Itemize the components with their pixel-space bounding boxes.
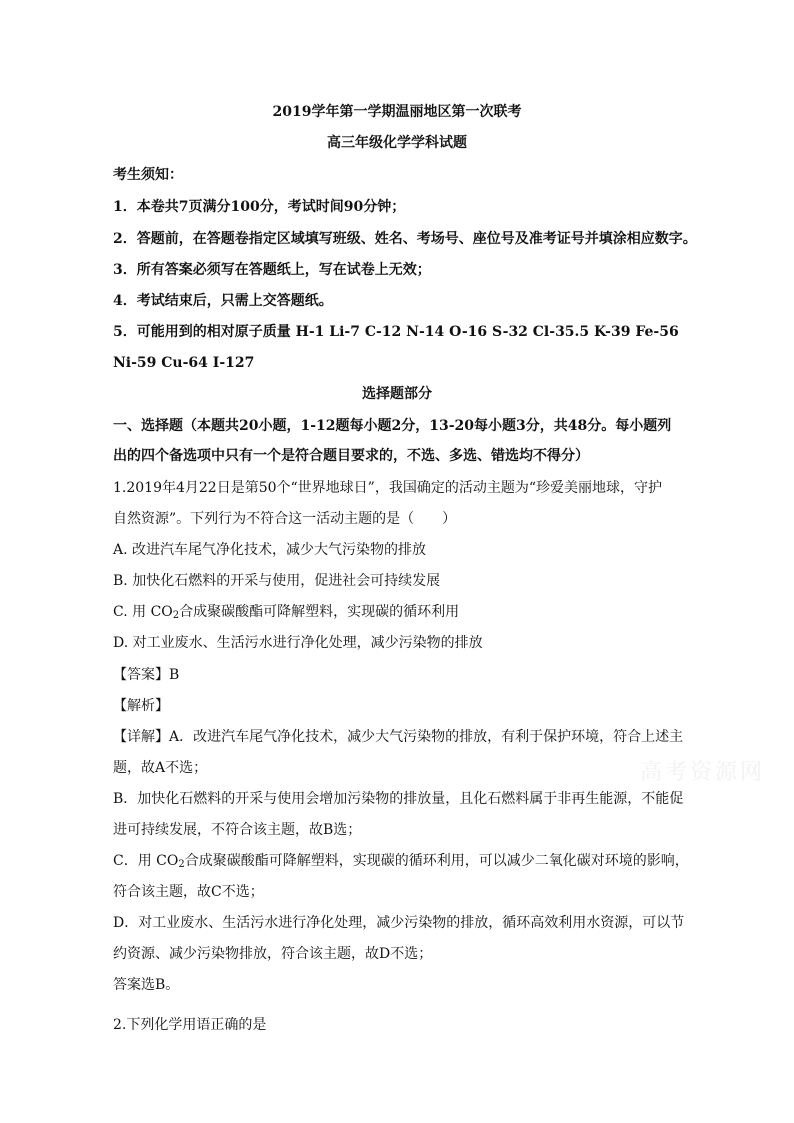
- q1-conclusion: 答案选B。: [113, 977, 180, 993]
- q1-detail-a-line2: 题，故A不选；: [113, 760, 208, 776]
- notice-item-4: 4．考试结束后，只需上交答题纸。: [113, 293, 333, 309]
- q1-detail-c-sub: 2: [178, 859, 185, 870]
- q1-answer: 【答案】B: [113, 667, 180, 683]
- q1-detail-d-line1: D．对工业废水、生活污水进行净化处理，减少污染物的排放，循环高效利用水资源，可以节: [113, 915, 685, 931]
- q1-detail-c-post: 合成聚碳酸酯可降解塑料，实现碳的循环利用，可以减少二氧化碳对环境的影响，: [184, 853, 689, 869]
- q1-stem-line2: 自然资源”。下列行为不符合这一活动主题的是（ ）: [113, 511, 457, 527]
- notice-item-5-cont: Ni-59 Cu-64 I-127: [113, 355, 255, 371]
- notice-item-5: 5．可能用到的相对原子质量 H-1 Li-7 C-12 N-14 O-16 S-32 Cl-35.5 K-39 Fe-56: [113, 324, 679, 340]
- exam-subtitle: 高三年级化学学科试题: [327, 135, 467, 151]
- q1-stem-line1: 1.2019年4月22日是第50个“世界地球日”，我国确定的活动主题为“珍爱美丽地球，守护: [113, 480, 662, 496]
- notice-heading: 考生须知：: [113, 167, 183, 183]
- section-intro-line1: 一、选择题（本题共20小题，1-12题每小题2分，13-20每小题3分，共48分。每小题列: [113, 418, 672, 434]
- notice-item-1: 1．本卷共7页满分100分，考试时间90分钟；: [113, 199, 406, 215]
- q1-option-c-pre: C. 用 CO: [113, 604, 173, 620]
- q1-detail-c-pre: C．用 CO: [113, 853, 179, 869]
- q1-option-b: B. 加快化石燃料的开采与使用，促进社会可持续发展: [113, 573, 441, 589]
- q1-detail-a-line1: 【详解】A．改进汽车尾气净化技术，减少大气污染物的排放，有利于保护环境，符合上述主: [113, 729, 684, 745]
- q1-detail-d-line2: 约资源、减少污染物排放，符合该主题，故D不选；: [113, 946, 433, 962]
- section-intro-line2: 出的四个备选项中只有一个是符合题目要求的，不选、多选、错选均不得分）: [113, 448, 589, 464]
- exam-title: 2019学年第一学期温丽地区第一次联考: [272, 104, 522, 120]
- q1-detail-c-line1: [113, 852, 689, 870]
- notice-item-3: 3．所有答案必须写在答题纸上，写在试卷上无效；: [113, 262, 431, 278]
- q1-detail-b-line1: B．加快化石燃料的开采与使用会增加污染物的排放量，且化石燃料属于非再生能源，不能促: [113, 791, 684, 807]
- q1-detail-c-line2: 符合该主题，故C不选；: [113, 884, 264, 900]
- q1-detail-b-line2: 进可持续发展，不符合该主题，故B选；: [113, 822, 362, 838]
- q1-option-c-sub: 2: [172, 610, 180, 621]
- section-title: 选择题部分: [362, 386, 432, 402]
- q1-option-a: A. 改进汽车尾气净化技术，减少大气污染物的排放: [113, 542, 427, 558]
- q1-option-c: [113, 603, 459, 621]
- q1-option-d: D. 对工业废水、生活污水进行净化处理，减少污染物的排放: [113, 635, 483, 651]
- q1-option-c-post: 合成聚碳酸酯可降解塑料，实现碳的循环利用: [179, 604, 460, 620]
- notice-item-2: 2．答题前，在答题卷指定区域填写班级、姓名、考场号、座位号及准考证号并填涂相应数字。: [113, 231, 697, 247]
- q2-stem: 2.下列化学用语正确的是: [113, 1017, 267, 1033]
- watermark: 高考资源网: [640, 760, 766, 785]
- q1-analysis-label: 【解析】: [113, 698, 169, 714]
